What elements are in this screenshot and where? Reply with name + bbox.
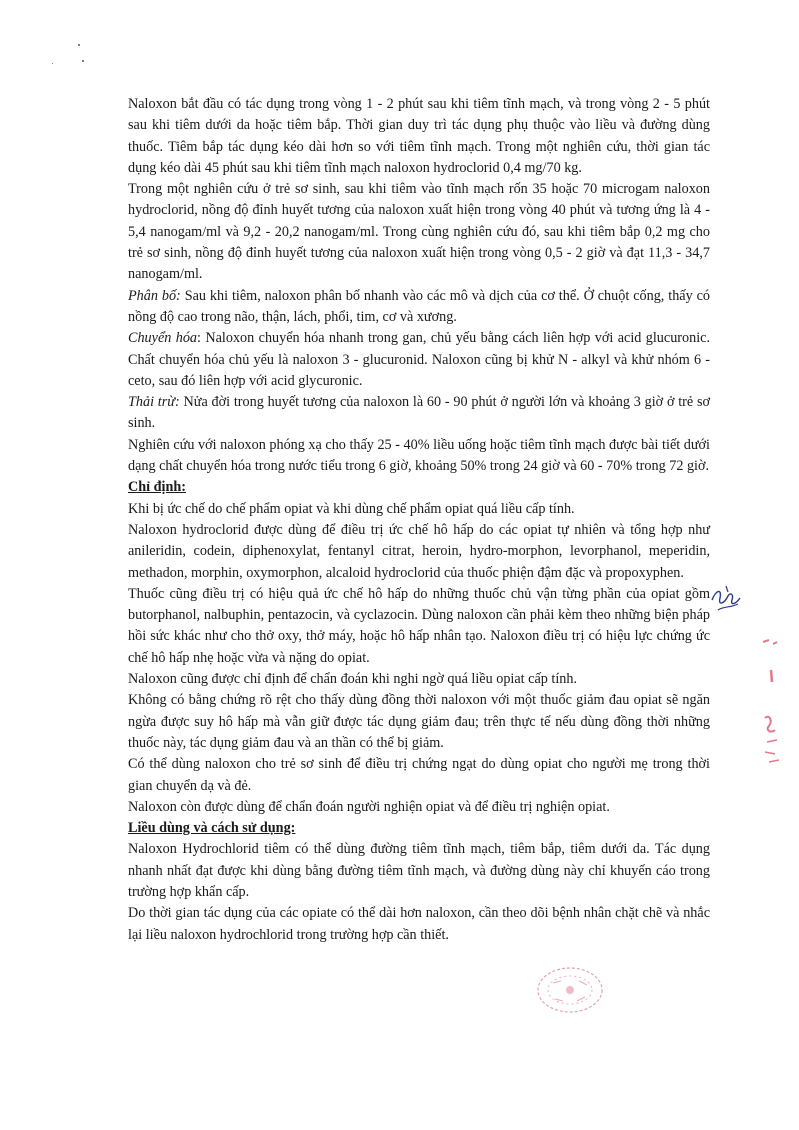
paragraph-indication-4: Naloxon cũng được chỉ định để chẩn đoán khi nghi ngờ quá liều opiat cấp tính.: [128, 671, 578, 688]
paragraph-elimination: [128, 392, 710, 435]
paragraph-indication-5: Không có bằng chứng rõ rệt cho thấy dùng đồng thời naloxon với một thuốc giảm đau opiat sẽ ngăn ngừa được suy hô hấp mà vẫn giữ được tác dụng giảm đau; trên thực tế nếu dùng đồng thời những thuốc này, tác dụng giảm đau và an thần có thể bị giảm.: [128, 692, 710, 751]
paragraph-metabolism: [128, 328, 710, 392]
paragraph-indication-3: Thuốc cũng điều trị có hiệu quả ức chế hô hấp do những thuốc chủ vận từng phần của opiat gồm butorphanol, nalbuphin, pentazocin, và cyclazocin. Dùng naloxon cần phải kèm theo những biện pháp hồi sức khác như cho thở oxy, thở máy, hoặc hô hấp nhân tạo. Naloxon điều trị có hiệu lực chứng ức chế hô hấp nhẹ hoặc vừa và nặng do opiat.: [128, 585, 710, 666]
paragraph-indication-6: Có thể dùng naloxon cho trẻ sơ sinh để điều trị chứng ngạt do dùng opiat cho người mẹ trong thời gian chuyển dạ và đẻ.: [128, 756, 710, 794]
paragraph-indication-7: Naloxon còn được dùng để chẩn đoán người nghiện opiat và để điều trị nghiện opiat.: [128, 798, 610, 815]
paragraph-dosage-1: Naloxon Hydrochlorid tiêm có thể dùng đường tiêm tĩnh mạch, tiêm bắp, tiêm dưới da. Tác dụng nhanh nhất đạt được khi dùng bằng đường tiêm tĩnh mạch, và đường dùng này chỉ khuyến cáo trong trường hợp khẩn cấp.: [128, 841, 710, 900]
paragraph-dosage-2: Do thời gian tác dụng của các opiate có thể dài hơn naloxon, cần theo dõi bệnh nhân chặt chẽ và nhắc lại liều naloxon hydrochlorid trong trường hợp cần thiết.: [128, 905, 710, 943]
scan-speck: [78, 44, 80, 46]
paragraph-indication-2: Naloxon hydroclorid được dùng để điều trị ức chế hô hấp do các opiat tự nhiên và tổng hợp như anileridin, codein, diphenoxylat, fentanyl citrat, heroin, hydro-morphon, levorphanol, meperidin, methadon, morphin, oxymorphon, alcaloid hydroclorid của thuốc phiện đậm đặc và propoxyphen.: [128, 521, 710, 581]
signature-mark: [708, 580, 744, 618]
term-metabolism: Chuyển hóa: [128, 330, 198, 347]
scan-speck: [52, 63, 53, 64]
scan-speck: [82, 60, 84, 62]
paragraph-onset: Naloxon bắt đầu có tác dụng trong vòng 1 - 2 phút sau khi tiêm tĩnh mạch, và trong vòng 2 - 5 phút sau khi tiêm dưới da hoặc tiêm bắp. Thời gian duy trì tác dụng phụ thuộc vào liều và đường dùng thuốc. Tiêm bắp tác dụng kéo dài hơn so với tiêm tĩnh mạch. Trong một nghiên cứu, thời gian tác dụng kéo dài 45 phút sau khi tiêm tĩnh mạch naloxon hydroclorid 0,4 mg/70 kg.: [128, 96, 710, 176]
term-distribution: Phân bố:: [128, 287, 181, 304]
stamp-edge-marks: [755, 630, 785, 780]
distribution-text: Sau khi tiêm, naloxon phân bố nhanh vào các mô và dịch của cơ thể. Ở chuột cống, thấy có nồng độ cao trong não, thận, lách, phổi, tim, cơ và xương.: [128, 287, 710, 325]
heading-indications: Chỉ định:: [128, 479, 186, 496]
metabolism-text: : Naloxon chuyển hóa nhanh trong gan, chủ yếu bằng cách liên hợp với acid glucuronic. Chất chuyển hóa chủ yếu là naloxon 3 - glucuronid. Naloxon cũng bị khử N - alkyl và khử nhóm 6 - ceto, sau đó liên hợp với acid glycuronic.: [128, 330, 710, 389]
term-elimination: Thải trừ:: [128, 394, 180, 411]
document-body: [128, 94, 710, 946]
elimination-text: Nửa đời trong huyết tương của naloxon là 60 - 90 phút ở người lớn và khoảng 3 giờ ở trẻ sơ sinh.: [128, 394, 711, 432]
paragraph-radiolabel-study: Nghiên cứu với naloxon phóng xạ cho thấy 25 - 40% liều uống hoặc tiêm tĩnh mạch được bài tiết dưới dạng chất chuyển hóa trong nước tiểu trong 6 giờ, khoảng 50% trong 24 giờ và 60 - 70% trong 72 giờ.: [128, 436, 710, 475]
heading-dosage: Liều dùng và cách sử dụng:: [128, 820, 296, 837]
official-stamp: [535, 965, 605, 1015]
paragraph-neonate-study: Trong một nghiên cứu ở trẻ sơ sinh, sau khi tiêm vào tĩnh mạch rốn 35 hoặc 70 microgam naloxon hydroclorid, nồng độ đỉnh huyết tương của naloxon xuất hiện trong vòng 40 phút và tương ứng là 4 - 5,4 nanogam/ml và 9,2 - 20,2 nanogam/ml. Trong cùng nghiên cứu đó, sau khi tiêm bắp 0,2 mg cho trẻ sơ sinh, nồng độ đỉnh huyết tương của naloxon xuất hiện trong vòng 0,5 - 2 giờ và đạt 11,3 - 34,7 nanogam/ml.: [128, 181, 710, 283]
paragraph-indication-1: Khi bị ức chế do chế phẩm opiat và khi dùng chế phẩm opiat quá liều cấp tính.: [128, 500, 575, 517]
paragraph-distribution: [128, 286, 710, 329]
